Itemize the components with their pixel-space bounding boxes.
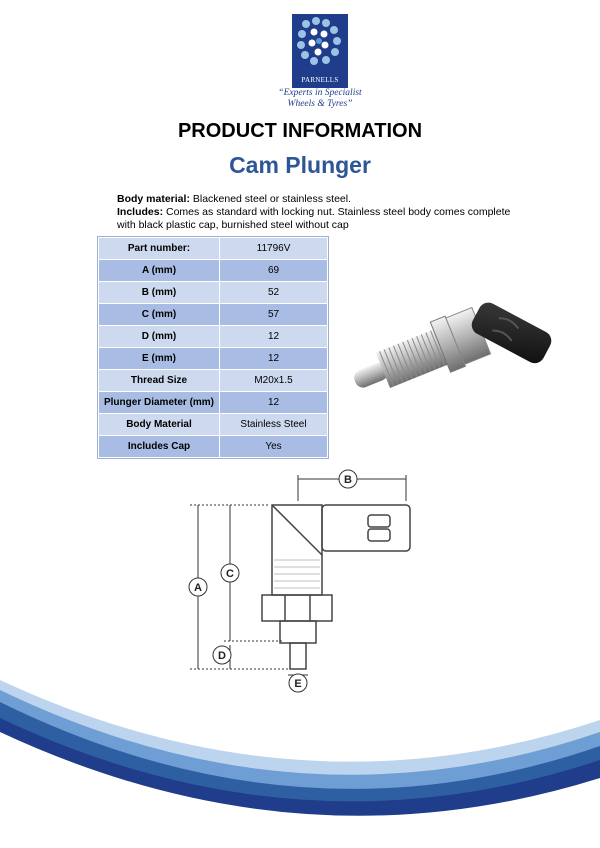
spec-value: Stainless Steel (220, 414, 328, 436)
footer-wave (0, 660, 600, 848)
body-material-text: Blackened steel or stainless steel. (189, 193, 352, 205)
table-row (99, 282, 328, 304)
includes-text-2: with black plastic cap, burnished steel without cap (117, 219, 349, 231)
table-row (99, 436, 328, 458)
spec-value: 52 (220, 282, 328, 304)
spec-value: M20x1.5 (220, 370, 328, 392)
spec-value: Yes (220, 436, 328, 458)
includes-text: Comes as standard with locking nut. Stainless steel body comes complete (163, 206, 511, 218)
table-row (99, 260, 328, 282)
dim-label-b: B (344, 474, 352, 486)
product-title: Cam Plunger (229, 152, 371, 178)
logo-circles-icon (292, 14, 348, 76)
spec-value: 69 (220, 260, 328, 282)
page-heading: PRODUCT INFORMATION (177, 120, 423, 142)
spec-label: E (mm) (99, 348, 220, 370)
product-photo (340, 270, 560, 400)
spec-label: Body Material (99, 414, 220, 436)
spec-label: D (mm) (99, 326, 220, 348)
spec-value: 12 (220, 392, 328, 414)
dim-label-c: C (226, 568, 234, 580)
spec-table (98, 237, 328, 458)
spec-label: Thread Size (99, 370, 220, 392)
spec-value: 12 (220, 348, 328, 370)
table-row (99, 370, 328, 392)
description-body-material (117, 193, 517, 206)
spec-label: Part number: (99, 238, 220, 260)
table-row (99, 238, 328, 260)
table-row (99, 304, 328, 326)
spec-value: 12 (220, 326, 328, 348)
spec-value: 11796V (220, 238, 328, 260)
description-includes (117, 206, 517, 232)
logo-text: PARNELLS (301, 76, 339, 84)
spec-value: 57 (220, 304, 328, 326)
includes-label: Includes: (117, 206, 164, 218)
spec-label: Plunger Diameter (mm) (99, 392, 220, 414)
tagline-line-1: “Experts in Specialist (278, 88, 362, 98)
table-row (99, 348, 328, 370)
body-material-label: Body material: (117, 193, 190, 205)
spec-label: C (mm) (99, 304, 220, 326)
dim-label-a: A (194, 582, 202, 594)
spec-label: B (mm) (99, 282, 220, 304)
dim-label-d: D (218, 650, 226, 662)
dim-label-e: E (294, 678, 302, 690)
table-row (99, 392, 328, 414)
spec-label: Includes Cap (99, 436, 220, 458)
table-row (99, 326, 328, 348)
tagline-line-2: Wheels & Tyres” (287, 99, 353, 109)
company-logo (292, 14, 348, 88)
table-row (99, 414, 328, 436)
spec-label: A (mm) (99, 260, 220, 282)
